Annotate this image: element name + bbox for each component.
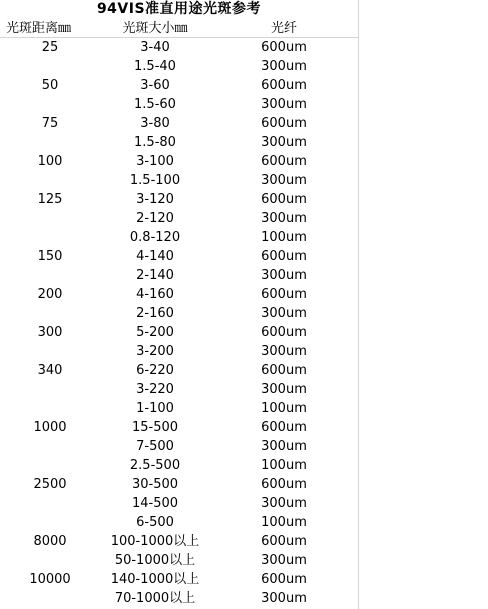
distance-cell: 200 bbox=[37, 287, 63, 302]
table-row bbox=[0, 95, 358, 114]
fiber-cell: 600um bbox=[261, 78, 307, 93]
fiber-cell: 600um bbox=[261, 116, 307, 131]
header-spot-size: 光斑大小㎜ bbox=[122, 21, 188, 36]
spot-size-cell: 70-1000以上 bbox=[114, 591, 196, 606]
table-row bbox=[0, 551, 358, 570]
fiber-cell: 600um bbox=[261, 534, 307, 549]
spot-size-cell: 4-160 bbox=[136, 287, 174, 302]
fiber-cell: 600um bbox=[261, 287, 307, 302]
table-row bbox=[0, 38, 358, 57]
table-row bbox=[0, 247, 358, 266]
fiber-cell: 600um bbox=[261, 420, 307, 435]
distance-cell: 300 bbox=[37, 325, 63, 340]
header-fiber: 光纤 bbox=[270, 21, 297, 36]
table-row bbox=[0, 76, 358, 95]
table-row bbox=[0, 133, 358, 152]
distance-cell bbox=[0, 95, 100, 114]
table-row bbox=[0, 475, 358, 494]
spot-size-cell: 15-500 bbox=[131, 420, 179, 435]
distance-cell bbox=[0, 513, 100, 532]
fiber-cell: 600um bbox=[261, 154, 307, 169]
fiber-cell: 100um bbox=[261, 401, 307, 416]
distance-cell bbox=[0, 456, 100, 475]
fiber-cell: 300um bbox=[261, 553, 307, 568]
table-row bbox=[0, 437, 358, 456]
table-row bbox=[0, 152, 358, 171]
distance-cell bbox=[0, 304, 100, 323]
distance-cell bbox=[0, 437, 100, 456]
table-row bbox=[0, 228, 358, 247]
fiber-cell: 300um bbox=[261, 59, 307, 74]
table-row bbox=[0, 399, 358, 418]
header-row bbox=[0, 19, 358, 38]
table-row bbox=[0, 361, 358, 380]
distance-cell bbox=[0, 494, 100, 513]
distance-cell bbox=[0, 266, 100, 285]
fiber-cell: 300um bbox=[261, 211, 307, 226]
table-title: 94VIS准直用途光斑参考 bbox=[96, 1, 262, 17]
fiber-cell: 300um bbox=[261, 344, 307, 359]
spot-size-cell: 5-200 bbox=[136, 325, 174, 340]
table-row bbox=[0, 114, 358, 133]
table-row bbox=[0, 304, 358, 323]
distance-cell bbox=[0, 399, 100, 418]
fiber-cell: 300um bbox=[261, 135, 307, 150]
spot-size-cell: 2.5-500 bbox=[129, 458, 181, 473]
table-row bbox=[0, 323, 358, 342]
spot-size-cell: 2-120 bbox=[136, 211, 174, 226]
table-row bbox=[0, 589, 358, 608]
distance-cell bbox=[0, 209, 100, 228]
table-row bbox=[0, 380, 358, 399]
fiber-cell: 300um bbox=[261, 439, 307, 454]
distance-cell: 340 bbox=[37, 363, 63, 378]
fiber-cell: 100um bbox=[261, 230, 307, 245]
distance-cell bbox=[0, 228, 100, 247]
distance-cell: 75 bbox=[41, 116, 59, 131]
fiber-cell: 600um bbox=[261, 192, 307, 207]
table-row bbox=[0, 190, 358, 209]
spot-size-cell: 30-500 bbox=[131, 477, 179, 492]
spot-size-cell: 6-220 bbox=[136, 363, 174, 378]
spot-size-cell: 140-1000以上 bbox=[110, 572, 200, 587]
header-distance: 光斑距离㎜ bbox=[6, 21, 72, 36]
spot-size-cell: 6-500 bbox=[136, 515, 174, 530]
spot-size-cell: 3-60 bbox=[140, 78, 170, 93]
distance-cell bbox=[0, 342, 100, 361]
table-row bbox=[0, 57, 358, 76]
distance-cell: 1000 bbox=[33, 420, 67, 435]
distance-cell bbox=[0, 57, 100, 76]
spot-size-cell: 14-500 bbox=[131, 496, 179, 511]
distance-cell bbox=[0, 171, 100, 190]
table-row bbox=[0, 171, 358, 190]
fiber-cell: 300um bbox=[261, 591, 307, 606]
spot-size-cell: 1.5-80 bbox=[134, 135, 176, 150]
fiber-cell: 600um bbox=[261, 40, 307, 55]
distance-cell bbox=[0, 133, 100, 152]
fiber-cell: 100um bbox=[261, 515, 307, 530]
distance-cell bbox=[0, 589, 100, 608]
spot-size-cell: 3-100 bbox=[136, 154, 174, 169]
table-row bbox=[0, 342, 358, 361]
spot-size-cell: 1.5-60 bbox=[134, 97, 176, 112]
distance-cell: 150 bbox=[37, 249, 63, 264]
fiber-cell: 600um bbox=[261, 572, 307, 587]
table-row bbox=[0, 285, 358, 304]
distance-cell: 8000 bbox=[33, 534, 67, 549]
distance-cell: 50 bbox=[41, 78, 59, 93]
distance-cell bbox=[0, 551, 100, 570]
table-row bbox=[0, 418, 358, 437]
spot-size-cell: 3-120 bbox=[136, 192, 174, 207]
spot-size-cell: 1.5-40 bbox=[134, 59, 176, 74]
fiber-cell: 300um bbox=[261, 306, 307, 321]
spot-size-cell: 4-140 bbox=[136, 249, 174, 264]
fiber-cell: 300um bbox=[261, 268, 307, 283]
table-row bbox=[0, 513, 358, 532]
spot-size-cell: 3-220 bbox=[136, 382, 174, 397]
spot-size-cell: 7-500 bbox=[136, 439, 174, 454]
spot-size-cell: 1.5-100 bbox=[129, 173, 181, 188]
fiber-cell: 300um bbox=[261, 173, 307, 188]
fiber-cell: 300um bbox=[261, 496, 307, 511]
table-row bbox=[0, 532, 358, 551]
table-row bbox=[0, 570, 358, 589]
table-row bbox=[0, 494, 358, 513]
distance-cell: 10000 bbox=[29, 572, 71, 587]
distance-cell: 25 bbox=[41, 40, 59, 55]
distance-cell: 100 bbox=[37, 154, 63, 169]
fiber-cell: 600um bbox=[261, 249, 307, 264]
distance-cell: 125 bbox=[37, 192, 63, 207]
spot-size-cell: 1-100 bbox=[136, 401, 174, 416]
table-row bbox=[0, 209, 358, 228]
table-row bbox=[0, 266, 358, 285]
column-gridline bbox=[358, 0, 359, 609]
fiber-cell: 600um bbox=[261, 477, 307, 492]
fiber-cell: 300um bbox=[261, 97, 307, 112]
spot-size-cell: 2-160 bbox=[136, 306, 174, 321]
spot-size-cell: 3-200 bbox=[136, 344, 174, 359]
distance-cell: 2500 bbox=[33, 477, 67, 492]
fiber-cell: 600um bbox=[261, 325, 307, 340]
fiber-cell: 100um bbox=[261, 458, 307, 473]
spot-size-cell: 100-1000以上 bbox=[110, 534, 200, 549]
spot-size-cell: 2-140 bbox=[136, 268, 174, 283]
fiber-cell: 300um bbox=[261, 382, 307, 397]
spot-size-cell: 0.8-120 bbox=[129, 230, 181, 245]
fiber-cell: 600um bbox=[261, 363, 307, 378]
spot-size-cell: 3-80 bbox=[140, 116, 170, 131]
distance-cell bbox=[0, 380, 100, 399]
spot-size-cell: 50-1000以上 bbox=[114, 553, 196, 568]
spot-size-cell: 3-40 bbox=[140, 40, 170, 55]
table-row bbox=[0, 456, 358, 475]
